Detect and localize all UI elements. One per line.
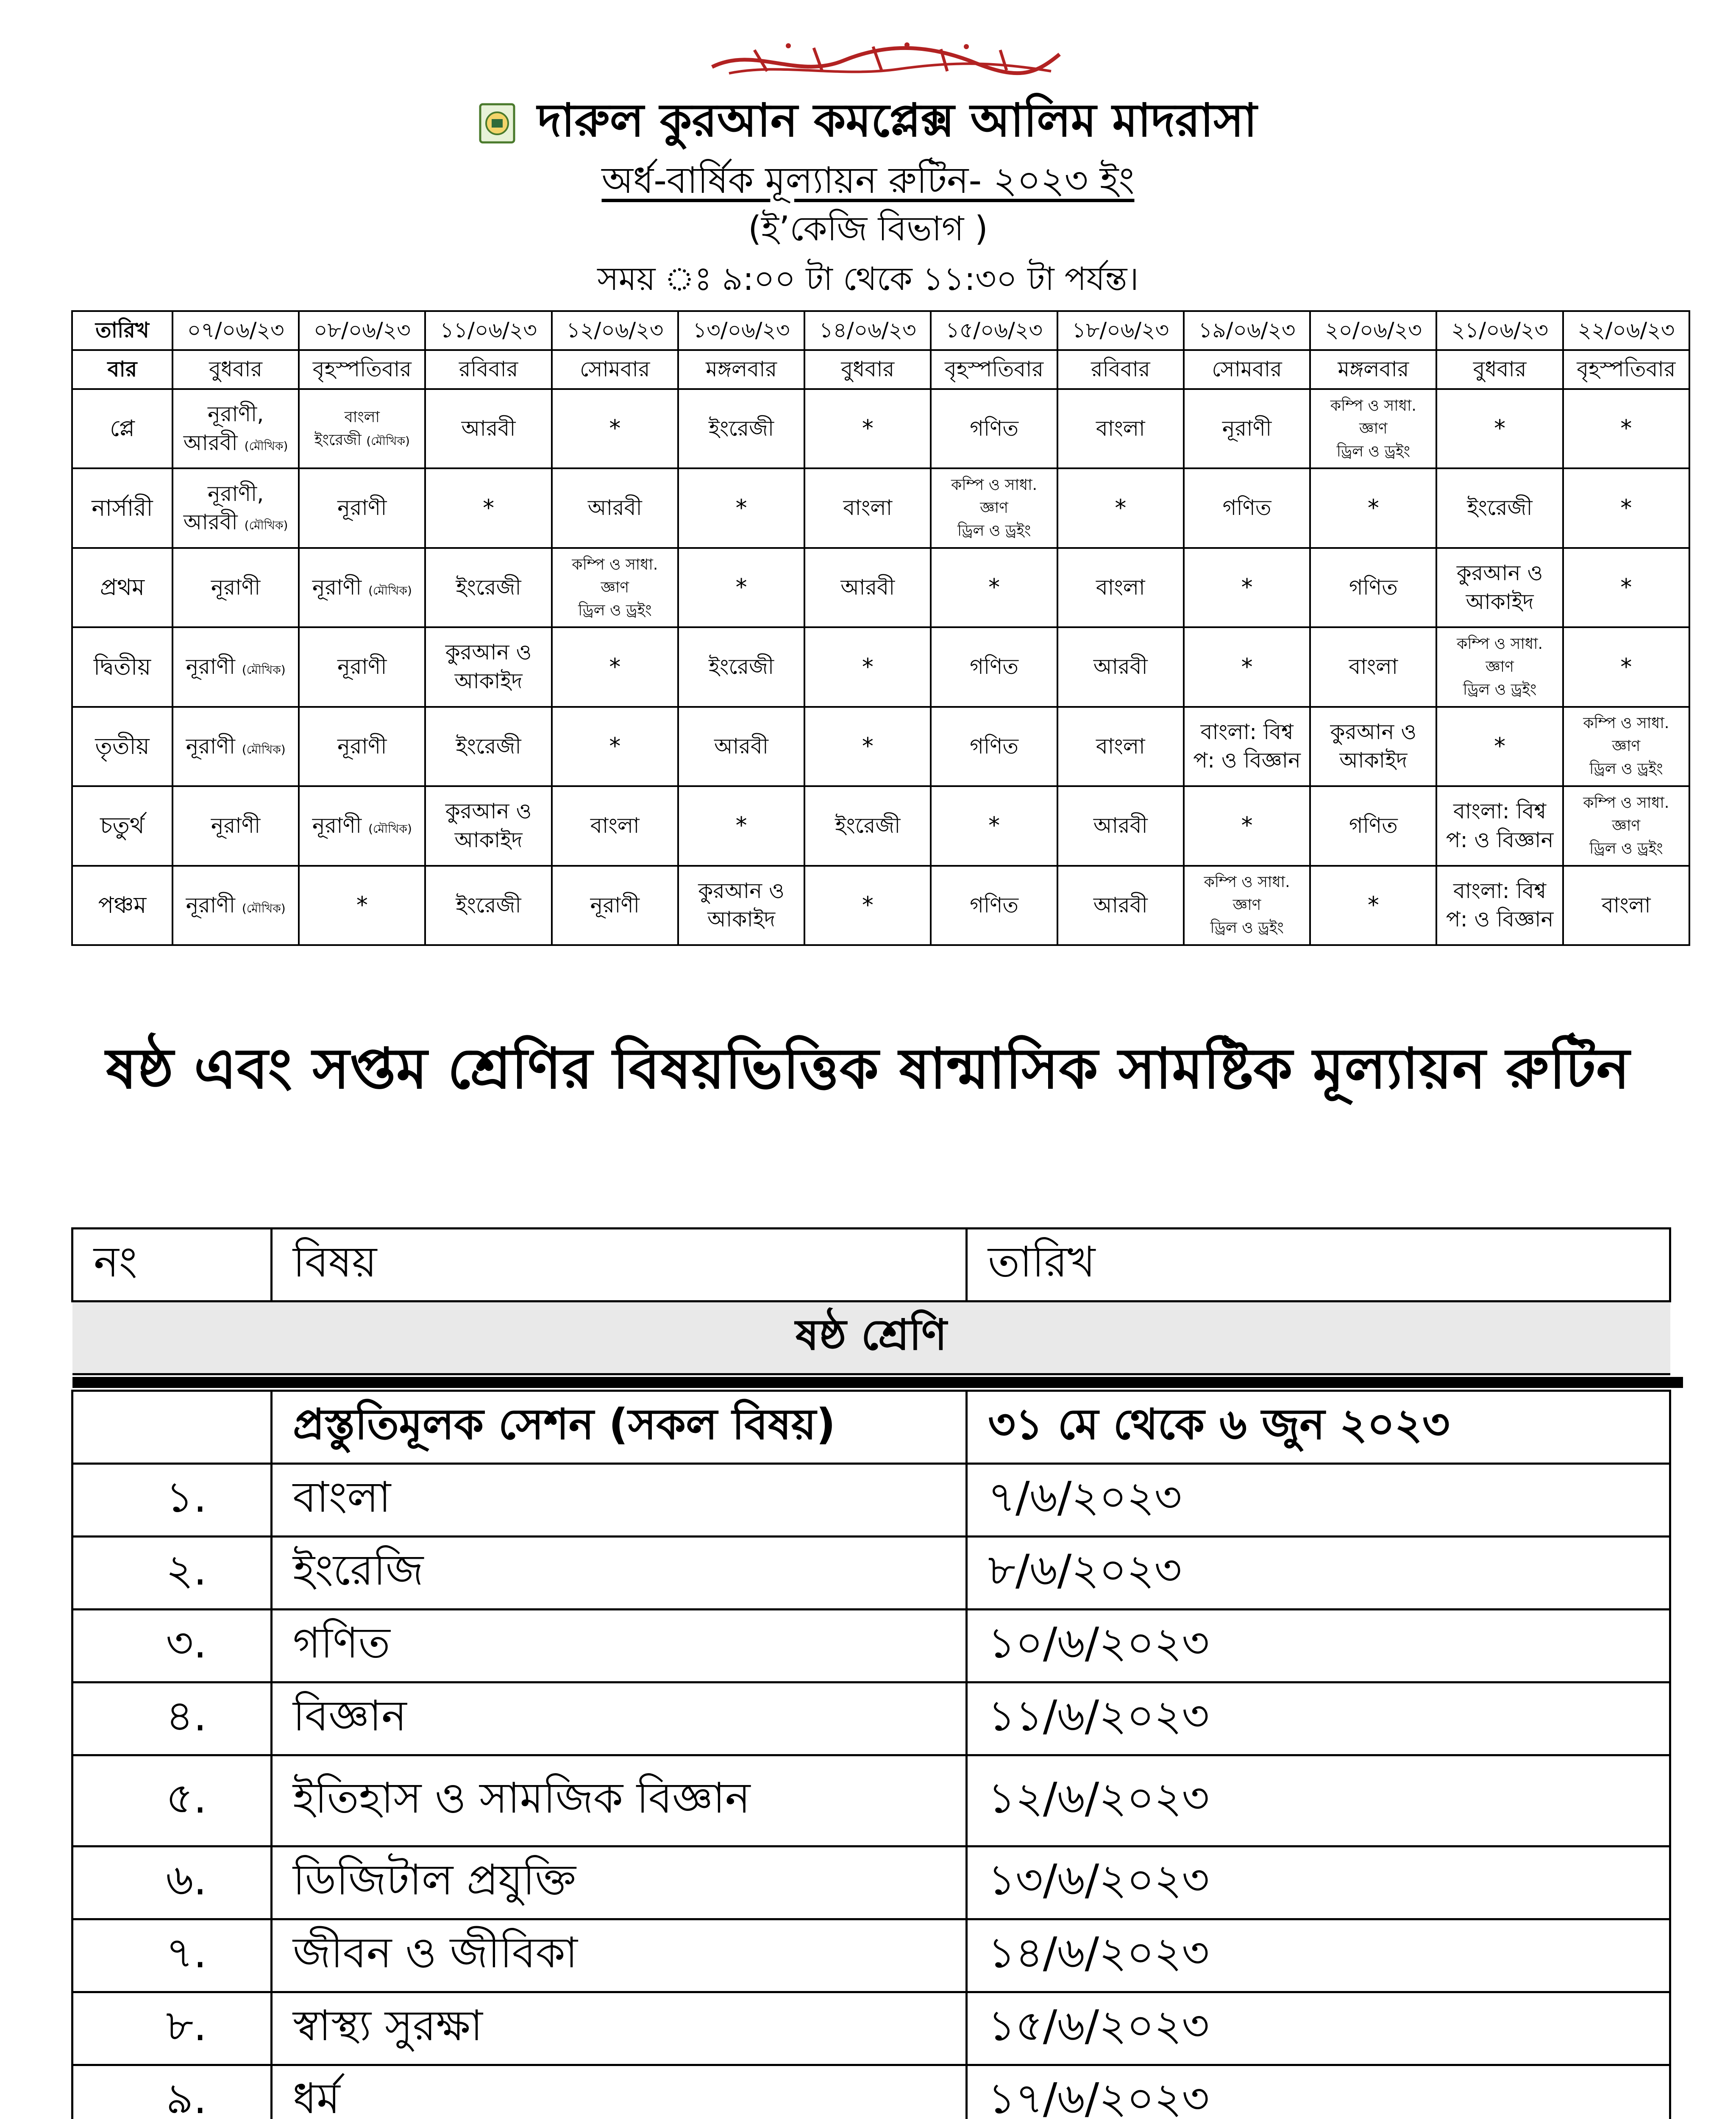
row-number: ৫.: [72, 1755, 272, 1846]
day-cell: মঙ্গলবার: [1310, 350, 1436, 389]
subject-table-wrap: [71, 1227, 1669, 2119]
table-row: [72, 1846, 1670, 1919]
date-cell: ১৫/০৬/২৩: [931, 311, 1057, 350]
exam-cell: কুরআন ও আকাইদ: [1310, 707, 1436, 786]
table-row: [72, 1464, 1670, 1537]
exam-cell: কুরআন ও আকাইদ: [1436, 548, 1563, 627]
row-date: ১৪/৬/২০২৩: [967, 1919, 1670, 1992]
day-row: [72, 350, 1689, 389]
exam-cell: *: [1563, 627, 1689, 706]
row-subject: বাংলা: [272, 1464, 967, 1537]
exam-cell: আরবী: [1057, 627, 1184, 706]
exam-cell: *: [1310, 468, 1436, 548]
exam-cell: নূরাণী, আরবী (মৌখিক): [172, 468, 299, 548]
row-subject: ইংরেজি: [272, 1537, 967, 1610]
school-logo-icon: [479, 103, 515, 144]
row-number: ৭.: [72, 1919, 272, 1992]
prep-subject: প্রস্তুতিমূলক সেশন (সকল বিষয়): [272, 1391, 967, 1464]
day-cell: রবিবার: [1057, 350, 1184, 389]
date-cell: ১৪/০৬/২৩: [804, 311, 931, 350]
exam-cell: বাংলা: বিশ্ব প: ও বিজ্ঞান: [1436, 786, 1563, 865]
exam-cell: বাংলা: [1057, 707, 1184, 786]
row-date: ১৫/৬/২০২৩: [967, 1992, 1670, 2065]
row-subject: ইতিহাস ও সামজিক বিজ্ঞান: [272, 1755, 967, 1846]
exam-cell: নূরাণী: [299, 468, 425, 548]
date-cell: ০৮/০৬/২৩: [299, 311, 425, 350]
exam-cell: বাংলা: বিশ্ব প: ও বিজ্ঞান: [1436, 866, 1563, 945]
exam-cell: গণিত: [931, 627, 1057, 706]
exam-cell: কম্পি ও সাধা. জ্ঞাণ ড্রিল ও ড্রইং: [931, 468, 1057, 548]
exam-cell: *: [1563, 468, 1689, 548]
exam-cell: *: [552, 389, 678, 468]
date-row: [72, 311, 1689, 350]
row-subject: ডিজিটাল প্রযুক্তি: [272, 1846, 967, 1919]
class-label: পঞ্চম: [72, 866, 172, 945]
exam-cell: নূরাণী (মৌখিক): [172, 707, 299, 786]
exam-cell: ইংরেজী: [425, 548, 551, 627]
prep-session-row: [72, 1391, 1670, 1464]
day-cell: বৃহস্পতিবার: [1563, 350, 1689, 389]
row-number: ৬.: [72, 1846, 272, 1919]
class-row-fourth: [72, 786, 1689, 865]
exam-cell: গণিত: [1184, 468, 1310, 548]
exam-cell: *: [1184, 548, 1310, 627]
table-row: [72, 1992, 1670, 2065]
exam-cell: *: [552, 707, 678, 786]
exam-cell: নূরাণী (মৌখিক): [299, 548, 425, 627]
department-label: (ই’কেজি বিভাগ ): [748, 209, 988, 248]
exam-cell: আরবী: [1057, 786, 1184, 865]
exam-cell: কম্পি ও সাধা. জ্ঞাণ ড্রিল ও ড্রইং: [1310, 389, 1436, 468]
exam-cell: বাংলা ইংরেজী (মৌখিক): [299, 389, 425, 468]
class-label: নার্সারী: [72, 468, 172, 548]
date-cell: ১২/০৬/২৩: [552, 311, 678, 350]
class-label: চতুর্থ: [72, 786, 172, 865]
exam-cell: ইংরেজী: [1436, 468, 1563, 548]
exam-cell: বাংলা: [1057, 389, 1184, 468]
exam-cell: কুরআন ও আকাইদ: [425, 786, 551, 865]
date-cell: ২১/০৬/২৩: [1436, 311, 1563, 350]
exam-cell: গণিত: [931, 389, 1057, 468]
day-cell: বুধবার: [1436, 350, 1563, 389]
exam-cell: *: [804, 389, 931, 468]
subject-table: [71, 1227, 1671, 2119]
row-subject: ধর্ম: [272, 2065, 967, 2119]
row-date: ১১/৬/২০২৩: [967, 1682, 1670, 1755]
row-number: ২.: [72, 1537, 272, 1610]
exam-cell: আরবী: [1057, 866, 1184, 945]
exam-cell: *: [804, 866, 931, 945]
routine-table: [71, 310, 1690, 946]
exam-cell: *: [678, 786, 804, 865]
exam-cell: নূরাণী (মৌখিক): [172, 866, 299, 945]
exam-cell: *: [804, 627, 931, 706]
table-row: [72, 1755, 1670, 1846]
exam-cell: কম্পি ও সাধা. জ্ঞাণ ড্রিল ও ড্রইং: [1563, 786, 1689, 865]
exam-cell: *: [1436, 707, 1563, 786]
exam-cell: নূরাণী, আরবী (মৌখিক): [172, 389, 299, 468]
row-number: ৩.: [72, 1610, 272, 1682]
table-row: [72, 1919, 1670, 1992]
exam-cell: বাংলা: [1310, 627, 1436, 706]
date-cell: ২০/০৬/২৩: [1310, 311, 1436, 350]
exam-cell: *: [299, 866, 425, 945]
exam-cell: *: [552, 627, 678, 706]
exam-cell: গণিত: [1310, 786, 1436, 865]
exam-cell: আরবী: [804, 548, 931, 627]
prep-date: ৩১ মে থেকে ৬ জুন ২০২৩: [967, 1391, 1670, 1464]
day-cell: সোমবার: [552, 350, 678, 389]
exam-cell: গণিত: [931, 866, 1057, 945]
date-cell: ২২/০৬/২৩: [1563, 311, 1689, 350]
divider-row: [72, 1374, 1670, 1391]
table-row: [72, 1537, 1670, 1610]
exam-cell: বাংলা: [1563, 866, 1689, 945]
exam-cell: কম্পি ও সাধা. জ্ঞাণ ড্রিল ও ড্রইং: [1184, 866, 1310, 945]
exam-cell: *: [1563, 389, 1689, 468]
exam-cell: ইংরেজী: [425, 866, 551, 945]
date-cell: ১৯/০৬/২৩: [1184, 311, 1310, 350]
exam-cell: ইংরেজী: [678, 627, 804, 706]
exam-cell: ইংরেজী: [804, 786, 931, 865]
exam-time: সময় ঃ ৯:০০ টা থেকে ১১:৩০ টা পর্যন্ত।: [597, 260, 1139, 298]
table-row: [72, 2065, 1670, 2119]
day-cell: রবিবার: [425, 350, 551, 389]
day-cell: বুধবার: [172, 350, 299, 389]
row-number: ৯.: [72, 2065, 272, 2119]
exam-cell: *: [1310, 866, 1436, 945]
exam-cell: কুরআন ও আকাইদ: [425, 627, 551, 706]
row-subject: স্বাস্থ্য সুরক্ষা: [272, 1992, 967, 2065]
date-header: তারিখ: [72, 311, 172, 350]
row-subject: বিজ্ঞান: [272, 1682, 967, 1755]
routine-title: অর্ধ-বার্ষিক মূল্যায়ন রুটিন- ২০২৩ ইং: [601, 159, 1135, 202]
thick-divider: [72, 1374, 1670, 1391]
exam-cell: *: [931, 548, 1057, 627]
class-band: ষষ্ঠ শ্রেণি: [72, 1301, 1670, 1374]
table-row: [72, 1682, 1670, 1755]
exam-cell: *: [678, 468, 804, 548]
exam-cell: আরবী: [425, 389, 551, 468]
class-label: তৃতীয়: [72, 707, 172, 786]
row-date: ৮/৬/২০২৩: [967, 1537, 1670, 1610]
exam-cell: নূরাণী: [1184, 389, 1310, 468]
day-cell: সোমবার: [1184, 350, 1310, 389]
subject-table-header: [72, 1229, 1670, 1301]
exam-cell: নূরাণী: [299, 627, 425, 706]
exam-cell: *: [804, 707, 931, 786]
class-row-play: [72, 389, 1689, 468]
date-cell: ১১/০৬/২৩: [425, 311, 551, 350]
row-date: ১৩/৬/২০২৩: [967, 1846, 1670, 1919]
exam-cell: *: [1184, 627, 1310, 706]
table-row: [72, 1610, 1670, 1682]
section-heading: ষষ্ঠ এবং সপ্তম শ্রেণির বিষয়ভিত্তিক ষান্মাসিক সামষ্টিক মূল্যায়ন রুটিন: [106, 1036, 1630, 1101]
exam-cell: কম্পি ও সাধা. জ্ঞাণ ড্রিল ও ড্রইং: [552, 548, 678, 627]
day-cell: বুধবার: [804, 350, 931, 389]
row-subject: জীবন ও জীবিকা: [272, 1919, 967, 1992]
row-subject: গণিত: [272, 1610, 967, 1682]
exam-cell: আরবী: [678, 707, 804, 786]
class-row-third: [72, 707, 1689, 786]
class-row-fifth: [72, 866, 1689, 945]
day-cell: বৃহস্পতিবার: [299, 350, 425, 389]
col-no-header: নং: [72, 1229, 272, 1301]
class-row-nursery: [72, 468, 1689, 548]
school-name: [0, 85, 1736, 161]
exam-cell: *: [931, 786, 1057, 865]
col-subject-header: বিষয়: [272, 1229, 967, 1301]
row-number: ৪.: [72, 1682, 272, 1755]
date-cell: ১৮/০৬/২৩: [1057, 311, 1184, 350]
row-number: ৮.: [72, 1992, 272, 2065]
row-date: ১০/৬/২০২৩: [967, 1610, 1670, 1682]
day-header: বার: [72, 350, 172, 389]
class-label: প্রথম: [72, 548, 172, 627]
exam-cell: বাংলা: [552, 786, 678, 865]
exam-cell: নূরাণী: [299, 707, 425, 786]
exam-cell: নূরাণী (মৌখিক): [299, 786, 425, 865]
exam-cell: *: [1436, 389, 1563, 468]
row-number: ১.: [72, 1464, 272, 1537]
exam-cell: *: [1057, 468, 1184, 548]
exam-cell: নূরাণী (মৌখিক): [172, 627, 299, 706]
exam-cell: কম্পি ও সাধা. জ্ঞাণ ড্রিল ও ড্রইং: [1563, 707, 1689, 786]
exam-cell: ইংরেজী: [425, 707, 551, 786]
exam-cell: *: [678, 548, 804, 627]
class-row-first: [72, 548, 1689, 627]
date-cell: ১৩/০৬/২৩: [678, 311, 804, 350]
exam-cell: বাংলা: [1057, 548, 1184, 627]
exam-cell: *: [1563, 548, 1689, 627]
exam-cell: কুরআন ও আকাইদ: [678, 866, 804, 945]
class-band-row: [72, 1301, 1670, 1374]
exam-cell: নূরাণী: [172, 548, 299, 627]
exam-cell: *: [425, 468, 551, 548]
exam-cell: নূরাণী: [552, 866, 678, 945]
exam-cell: বাংলা: বিশ্ব প: ও বিজ্ঞান: [1184, 707, 1310, 786]
exam-cell: গণিত: [1310, 548, 1436, 627]
exam-cell: বাংলা: [804, 468, 931, 548]
row-date: ১৭/৬/২০২৩: [967, 2065, 1670, 2119]
day-cell: মঙ্গলবার: [678, 350, 804, 389]
school-name-text: দারুল কুরআন কমপ্লেক্স আলিম মাদরাসা: [537, 94, 1257, 147]
col-date-header: তারিখ: [967, 1229, 1670, 1301]
exam-cell: কম্পি ও সাধা. জ্ঞাণ ড্রিল ও ড্রইং: [1436, 627, 1563, 706]
exam-cell: গণিত: [931, 707, 1057, 786]
row-date: ১২/৬/২০২৩: [967, 1755, 1670, 1846]
exam-cell: ইংরেজী: [678, 389, 804, 468]
date-cell: ০৭/০৬/২৩: [172, 311, 299, 350]
exam-cell: নূরাণী: [172, 786, 299, 865]
exam-cell: *: [1184, 786, 1310, 865]
class-label: প্লে: [72, 389, 172, 468]
calligraphy-ornament: [704, 37, 1068, 84]
class-row-second: [72, 627, 1689, 706]
class-label: দ্বিতীয়: [72, 627, 172, 706]
day-cell: বৃহস্পতিবার: [931, 350, 1057, 389]
exam-cell: আরবী: [552, 468, 678, 548]
table-cell-no: [72, 1391, 272, 1464]
row-date: ৭/৬/২০২৩: [967, 1464, 1670, 1537]
